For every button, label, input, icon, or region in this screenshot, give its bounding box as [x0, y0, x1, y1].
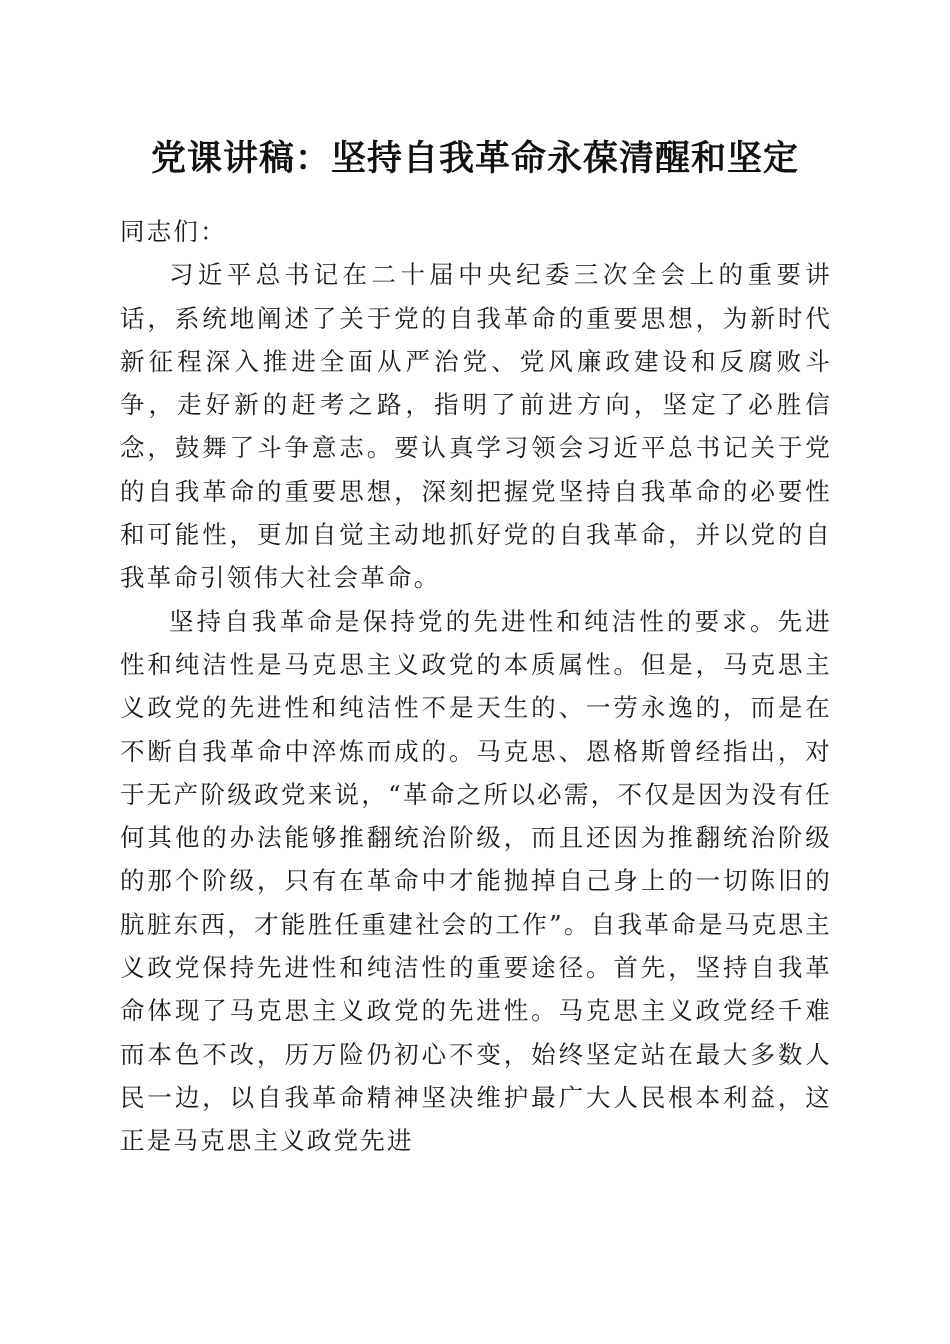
paragraph-self-revolution: 坚持自我革命是保持党的先进性和纯洁性的要求。先进性和纯洁性是马克思主义政党的本质属性。但是，马克思主义政党的先进性和纯洁性不是天生的、一劳永逸的，而是在不断自我革命中淬炼而成的。马克思、恩格斯曾经指出，对于无产阶级政党来说，“革命之所以必需，不仅是因为没有任何其他的办法能够推翻统治阶级，而且还因为推翻统治阶级的那个阶级，只有在革命中才能抛掉自己身上的一切陈旧的肮脏东西，才能胜任重建社会的工作”。自我革命是马克思主义政党保持先进性和纯洁性的重要途径。首先，坚持自我革命体现了马克思主义政党的先进性。马克思主义政党经千难而本色不改，历万险仍初心不变，始终坚定站在最大多数人民一边，以自我革命精神坚决维护最广大人民根本利益，这正是马克思主义政党先进 [120, 606, 832, 1156]
document-body [120, 210, 832, 1163]
salutation: 同志们： [120, 217, 227, 246]
document-title: 党课讲稿：坚持自我革命永葆清醒和坚定 [150, 138, 799, 179]
paragraph-intro: 习近平总书记在二十届中央纪委三次全会上的重要讲话，系统地阐述了关于党的自我革命的重要思想，为新时代新征程深入推进全面从严治党、党风廉政建设和反腐败斗争，走好新的赶考之路，指明了前进方向，坚定了必胜信念，鼓舞了斗争意志。要认真学习领会习近平总书记关于党的自我革命的重要思想，深刻把握党坚持自我革命的必要性和可能性，更加自觉主动地抓好党的自我革命，并以党的自我革命引领伟大社会革命。 [120, 260, 832, 593]
